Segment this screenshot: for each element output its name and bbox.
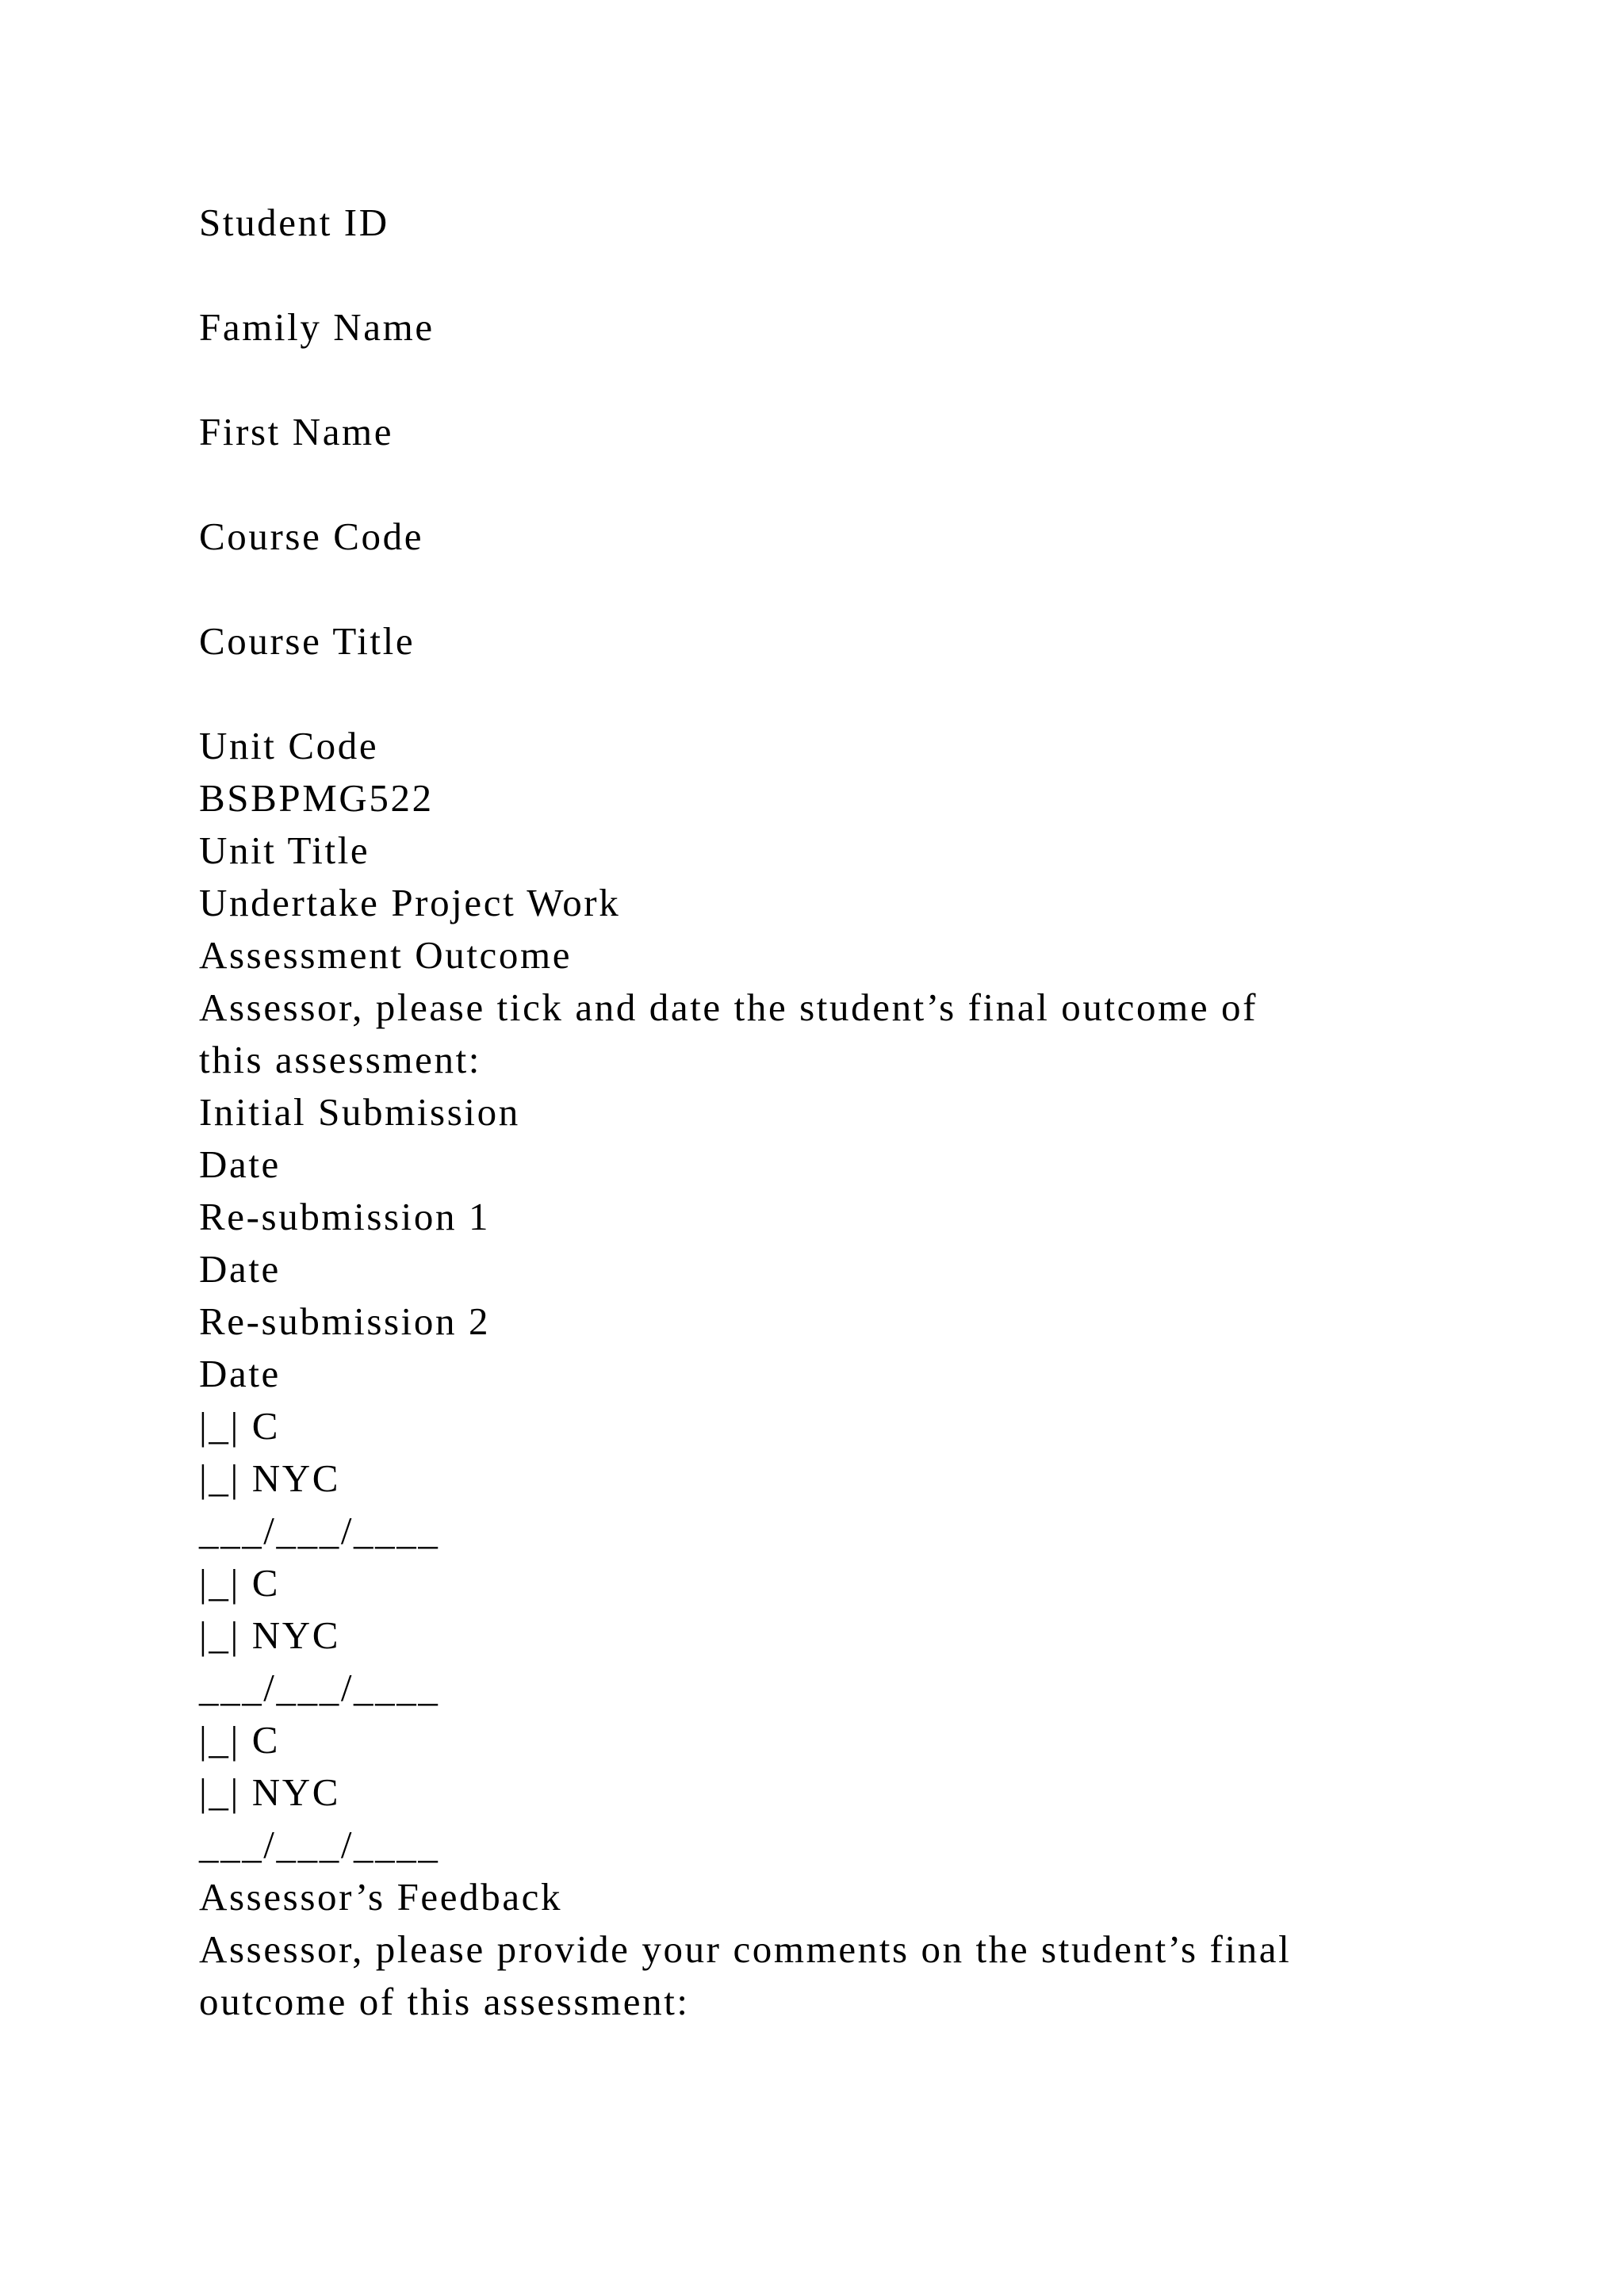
initial-competent-checkbox[interactable]: |_| C: [199, 1404, 281, 1448]
initial-submission-label: Initial Submission: [199, 1090, 520, 1134]
initial-submission-date-label: Date: [199, 1142, 281, 1186]
assessor-feedback-instruction-line1: Assessor, please provide your comments on the student’s final: [199, 1927, 1292, 1971]
assessment-outcome-heading: Assessment Outcome: [199, 933, 573, 977]
unit-title-value: Undertake Project Work: [199, 881, 621, 924]
resubmission-2-label: Re-submission 2: [199, 1299, 491, 1343]
course-code-label: Course Code: [199, 515, 424, 558]
resubmission-2-nyc-checkbox[interactable]: |_| NYC: [199, 1770, 341, 1814]
assessment-outcome-instruction-line1: Assessor, please tick and date the student’s final outcome of: [199, 985, 1258, 1029]
unit-code-label: Unit Code: [199, 724, 379, 767]
assessment-outcome-instruction-line2: this assessment:: [199, 1038, 482, 1081]
assessor-feedback-heading: Assessor’s Feedback: [199, 1875, 563, 1919]
student-id-label: Student ID: [199, 201, 389, 244]
resubmission-1-date-label: Date: [199, 1247, 281, 1291]
initial-date-field[interactable]: ___/___/____: [199, 1509, 440, 1552]
resubmission-2-competent-checkbox[interactable]: |_| C: [199, 1718, 281, 1762]
resubmission-1-nyc-checkbox[interactable]: |_| NYC: [199, 1613, 341, 1657]
resubmission-2-date-field[interactable]: ___/___/____: [199, 1823, 440, 1866]
first-name-label: First Name: [199, 410, 394, 453]
family-name-label: Family Name: [199, 305, 435, 349]
resubmission-1-competent-checkbox[interactable]: |_| C: [199, 1561, 281, 1605]
resubmission-1-label: Re-submission 1: [199, 1195, 491, 1238]
initial-nyc-checkbox[interactable]: |_| NYC: [199, 1456, 341, 1500]
unit-title-label: Unit Title: [199, 828, 370, 872]
resubmission-2-date-label: Date: [199, 1352, 281, 1395]
unit-code-value: BSBPMG522: [199, 776, 434, 820]
resubmission-1-date-field[interactable]: ___/___/____: [199, 1666, 440, 1709]
assessor-feedback-instruction-line2: outcome of this assessment:: [199, 1980, 690, 2023]
course-title-label: Course Title: [199, 619, 416, 663]
